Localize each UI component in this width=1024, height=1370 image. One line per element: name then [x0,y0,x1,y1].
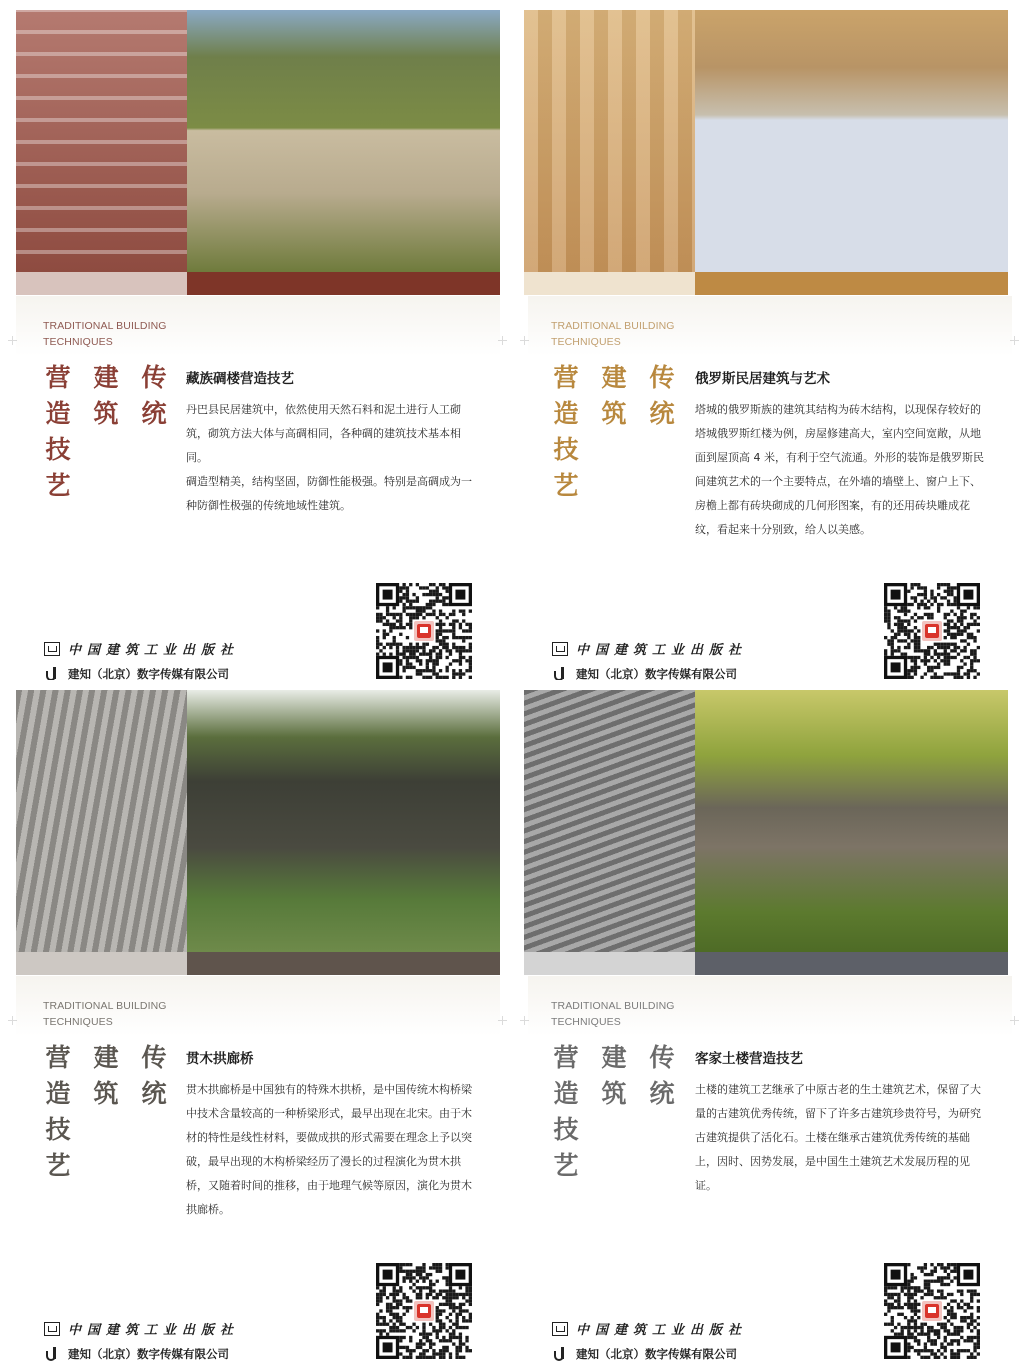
calligraphy-block [551,1043,681,1183]
calligraphy-char: 筑 [93,1079,119,1108]
calligraphy-char: 筑 [93,399,119,428]
photo-banner [524,10,1008,295]
photo-banner [16,690,500,975]
card-body [186,398,476,518]
photo-right [695,10,1008,295]
photo-left-bar [524,272,695,295]
calligraphy-char: 传 [141,1043,167,1072]
english-label-line2: TECHNIQUES [43,336,113,348]
calligraphy-char: 统 [141,1079,167,1108]
qr-code-icon[interactable] [376,583,472,679]
wooden-interior-cabinet-tinted [524,10,695,272]
photo-right-bar [695,952,1008,975]
calligraphy-char: 造 [45,1079,71,1108]
tibetan-stone-house-in-valley [187,10,500,272]
calligraphy-char: 建 [601,363,627,392]
company-logo-icon [44,1347,60,1361]
english-label-line1: TRADITIONAL BUILDING [43,1000,167,1012]
english-label [43,998,167,1030]
publisher-name: 中国建筑工业出版社 [68,1323,240,1338]
qr-code-icon[interactable] [884,1263,980,1359]
calligraphy-char: 造 [553,399,579,428]
photo-right-bar [187,952,500,975]
crosshair-mark-icon [8,1016,17,1025]
calligraphy-char: 技 [553,1115,579,1144]
crosshair-mark-icon [498,1016,507,1025]
english-label-line2: TECHNIQUES [551,336,621,348]
round-tulou-aerial-green-terraces [695,690,1008,952]
calligraphy-char: 筑 [601,1079,627,1108]
calligraphy-char: 传 [649,363,675,392]
publisher-block [44,1316,239,1366]
publisher-name: 中国建筑工业出版社 [68,643,240,658]
photo-right [187,10,500,295]
card-title: 俄罗斯民居建筑与艺术 [695,371,830,387]
publisher-name: 中国建筑工业出版社 [576,643,748,658]
crosshair-mark-icon [1010,1016,1019,1025]
english-label-line1: TRADITIONAL BUILDING [551,320,675,332]
poster-card-1 [0,0,512,685]
photo-banner [16,10,500,295]
calligraphy-char: 建 [93,363,119,392]
company-name: 建知（北京）数字传媒有限公司 [68,666,229,681]
calligraphy-char: 传 [141,363,167,392]
body-paragraph: 塔城的俄罗斯族的建筑其结构为砖木结构，以现保存较好的塔城俄罗斯红楼为例，房屋修建高大，室内空间宽敞，从地面到屋顶高 4 米，有利于空气流通。外形的装饰是俄罗斯民间建筑艺术的一个主要特点，在外墙的墙壁上、窗户上下、房檐上都有砖块砌成的几何形图案，有的还用砖块雕成花纹，看起来十分别致，给人以美感。 [695,403,984,536]
english-label-line1: TRADITIONAL BUILDING [43,320,167,332]
calligraphy-char: 技 [45,1115,71,1144]
calligraphy-block [551,363,681,503]
calligraphy-char: 艺 [45,471,71,500]
calligraphy-char: 传 [649,1043,675,1072]
calligraphy-char: 技 [553,435,579,464]
company-logo-icon [552,1347,568,1361]
calligraphy-char: 艺 [553,471,579,500]
calligraphy-char: 营 [45,363,71,392]
calligraphy-block [43,363,173,503]
card-body [695,398,985,542]
calligraphy-char: 营 [553,363,579,392]
photo-left [524,10,695,295]
tibetan-window-detail-tinted [16,10,187,272]
photo-left [524,690,695,975]
calligraphy-char: 艺 [45,1151,71,1180]
calligraphy-char: 造 [553,1079,579,1108]
calligraphy-block [43,1043,173,1183]
calligraphy-char: 技 [45,435,71,464]
body-paragraph: 贯木拱廊桥是中国独有的特殊木拱桥，是中国传统木构桥梁中技术含量较高的一种桥梁形式，最早出现在北宋。由于木材的特性是线性材料，要做成拱的形式需要在理念上予以突破，最早出现的木构桥梁经历了漫长的过程演化为贯木拱桥，又随着时间的推移，由于地理气候等原因，演化为贯木拱廊桥。 [186,1083,472,1216]
photo-right [695,690,1008,975]
calligraphy-char: 统 [141,399,167,428]
photo-banner [524,690,1008,975]
tulou-roofs-grayscale [524,690,695,952]
timber-arch-underside-grayscale [16,690,187,952]
poster-card-4 [512,680,1024,1365]
english-label-line2: TECHNIQUES [43,1016,113,1028]
publisher-logo-icon [44,1322,60,1336]
qr-code-icon[interactable] [376,1263,472,1359]
card-body [695,1078,985,1198]
photo-right-bar [695,272,1008,295]
company-logo-icon [44,667,60,681]
publisher-block [552,1316,747,1366]
photo-left-bar [16,272,187,295]
calligraphy-char: 造 [45,399,71,428]
card-title: 贯木拱廊桥 [186,1051,254,1067]
qr-code-icon[interactable] [884,583,980,679]
crosshair-mark-icon [520,1016,529,1025]
company-name: 建知（北京）数字传媒有限公司 [576,666,737,681]
calligraphy-char: 筑 [601,399,627,428]
english-label-line1: TRADITIONAL BUILDING [551,1000,675,1012]
calligraphy-char: 建 [93,1043,119,1072]
body-paragraph: 碉造型精美，结构坚固，防御性能极强。特别是高碉成为一种防御性极强的传统地域性建筑。 [186,475,472,512]
publisher-logo-icon [552,1322,568,1336]
photo-left-bar [16,952,187,975]
calligraphy-char: 营 [553,1043,579,1072]
publisher-block [552,636,747,686]
body-paragraph: 丹巴县民居建筑中，依然使用天然石料和泥土进行人工砌筑，砌筑方法大体与高碉相同，各种碉的建筑技术基本相同。 [186,403,461,464]
publisher-logo-icon [44,642,60,656]
calligraphy-char: 统 [649,1079,675,1108]
english-label-line2: TECHNIQUES [551,1016,621,1028]
card-title: 客家土楼营造技艺 [695,1051,803,1067]
english-label [551,998,675,1030]
english-label [43,318,167,350]
photo-left [16,10,187,295]
photo-left-bar [524,952,695,975]
covered-wooden-bridge-in-forest [187,690,500,952]
poster-card-3 [0,680,512,1365]
photo-left [16,690,187,975]
publisher-name: 中国建筑工业出版社 [576,1323,748,1338]
company-logo-icon [552,667,568,681]
card-title: 藏族碉楼营造技艺 [186,371,294,387]
calligraphy-char: 统 [649,399,675,428]
card-body [186,1078,476,1222]
calligraphy-char: 艺 [553,1151,579,1180]
publisher-logo-icon [552,642,568,656]
crosshair-mark-icon [498,336,507,345]
photo-right [187,690,500,975]
crosshair-mark-icon [520,336,529,345]
english-label [551,318,675,350]
company-name: 建知（北京）数字传媒有限公司 [68,1346,229,1361]
calligraphy-char: 建 [601,1043,627,1072]
photo-right-bar [187,272,500,295]
company-name: 建知（北京）数字传媒有限公司 [576,1346,737,1361]
body-paragraph: 土楼的建筑工艺继承了中原古老的生土建筑艺术，保留了大量的古建筑优秀传统，留下了许多古建筑珍贵符号，为研究古建筑提供了活化石。土楼在继承古建筑优秀传统的基础上，因时、因势发展，是中国生土建筑艺术发展历程的见证。 [695,1083,981,1192]
poster-card-2 [512,0,1024,685]
crosshair-mark-icon [8,336,17,345]
russian-carved-window-facade [695,10,1008,272]
calligraphy-char: 营 [45,1043,71,1072]
crosshair-mark-icon [1010,336,1019,345]
publisher-block [44,636,239,686]
